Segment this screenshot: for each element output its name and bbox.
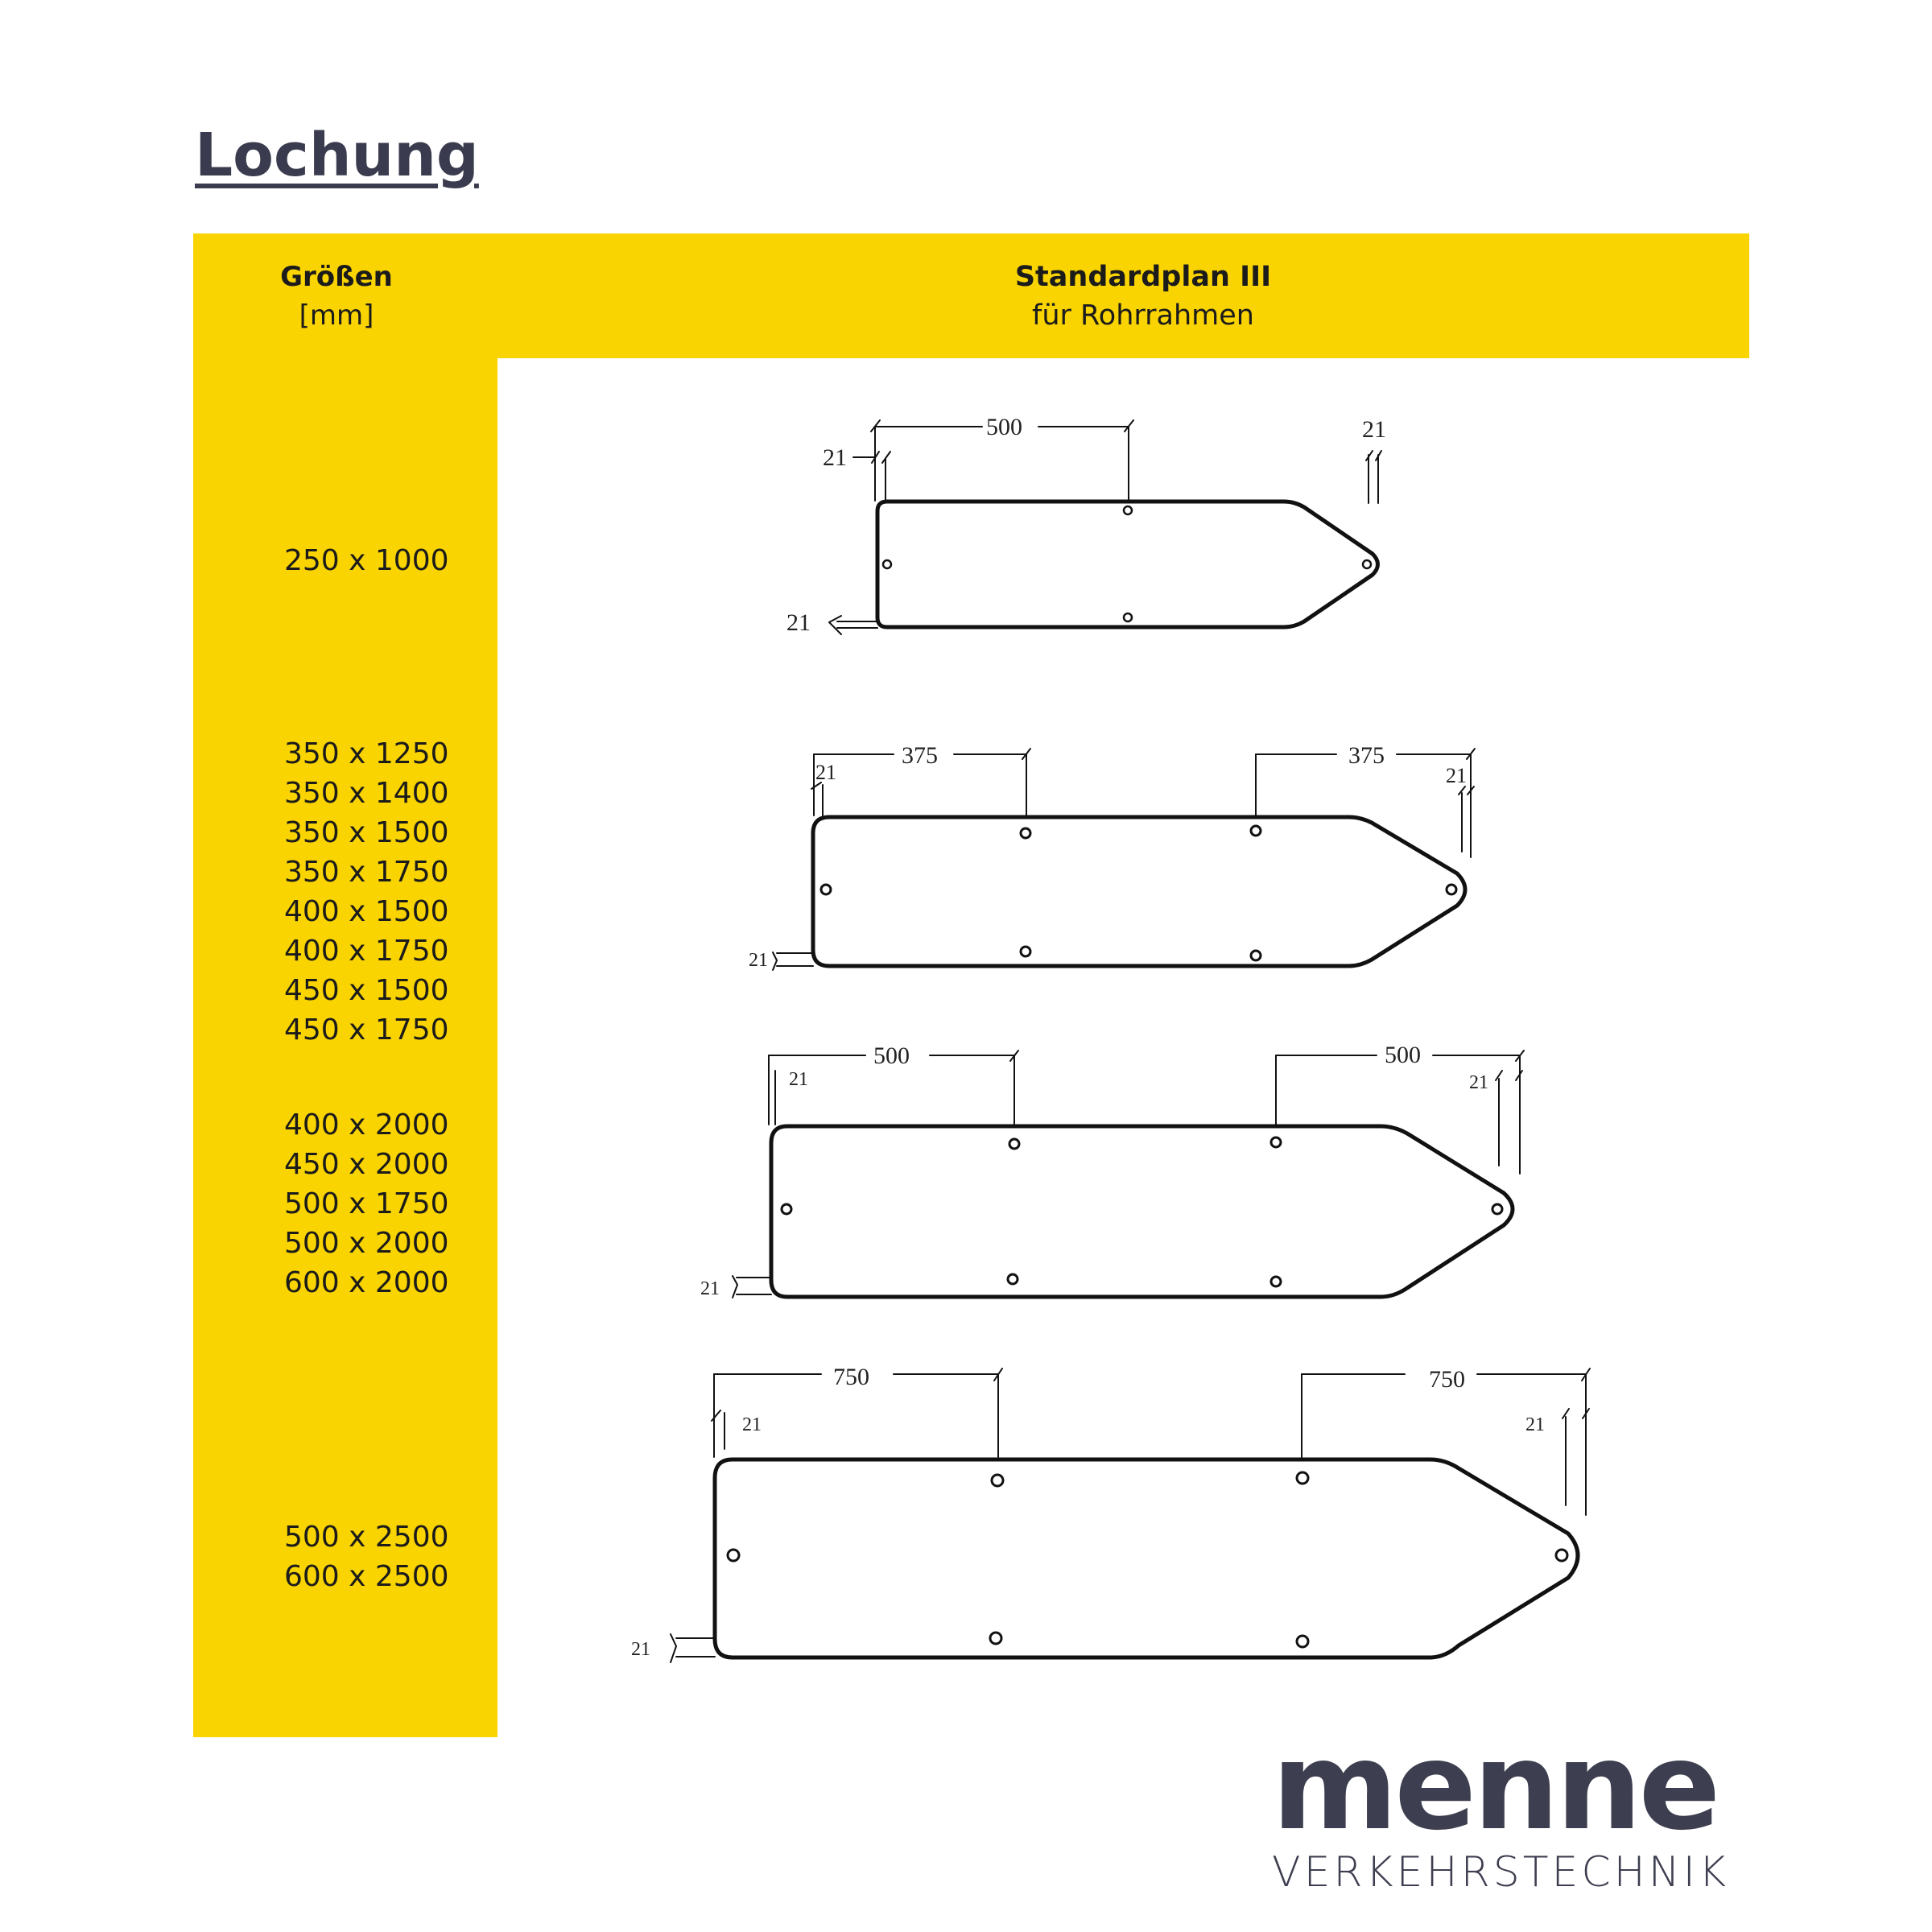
page-title: Lochung [195, 121, 479, 190]
dim-label: 21 [700, 1278, 720, 1299]
sizes-header-label: Größen [280, 261, 393, 293]
size-item: 400 x 1500 [284, 895, 449, 928]
size-item: 450 x 1750 [284, 1013, 449, 1046]
size-item: 350 x 1500 [284, 816, 449, 849]
size-item: 500 x 2500 [284, 1521, 449, 1554]
dim-label: 21 [786, 609, 811, 636]
dim-label: 375 [902, 742, 938, 769]
size-item: 400 x 1750 [284, 935, 449, 968]
size-item: 500 x 1750 [284, 1187, 449, 1220]
dim-label: 375 [1348, 742, 1385, 769]
sizes-header-unit: [mm] [299, 299, 374, 332]
size-item: 400 x 2000 [284, 1108, 449, 1141]
sign-outline-4 [671, 1368, 1590, 1662]
dim-label: 500 [873, 1042, 910, 1069]
sign-outline-2 [773, 749, 1475, 970]
size-item: 500 x 2000 [284, 1227, 449, 1260]
dim-label: 750 [1429, 1366, 1465, 1393]
plan-header-title: Standardplan III [1014, 261, 1272, 293]
dim-label: 500 [1385, 1042, 1421, 1068]
size-item: 450 x 1500 [284, 974, 449, 1007]
size-item: 350 x 1750 [284, 856, 449, 889]
size-item: 250 x 1000 [284, 544, 449, 577]
size-item: 450 x 2000 [284, 1148, 449, 1181]
dim-label: 21 [742, 1414, 762, 1435]
dim-label: 21 [1362, 416, 1386, 443]
sign-outline-1 [829, 420, 1381, 634]
dim-label: 21 [749, 950, 768, 971]
dim-label: 21 [789, 1069, 808, 1090]
dim-label: 21 [815, 761, 836, 784]
plan-header-subtitle: für Rohrrahmen [1032, 299, 1254, 332]
logo-subtitle: VERKEHRSTECHNIK [1272, 1848, 1730, 1897]
logo-brand: menne [1272, 1717, 1718, 1857]
size-item: 350 x 1250 [284, 737, 449, 770]
size-item: 600 x 2500 [284, 1560, 449, 1593]
size-item: 350 x 1400 [284, 777, 449, 810]
dim-label: 21 [823, 444, 847, 471]
dim-label: 500 [986, 414, 1022, 440]
company-logo [1272, 1717, 1739, 1901]
dim-label: 21 [1446, 764, 1467, 787]
dim-label: 21 [1525, 1414, 1545, 1435]
size-item: 600 x 2000 [284, 1266, 449, 1299]
dim-label: 21 [631, 1639, 650, 1660]
dim-label: 21 [1469, 1072, 1488, 1093]
dim-label: 750 [833, 1364, 869, 1390]
sign-outline-3 [733, 1051, 1524, 1298]
